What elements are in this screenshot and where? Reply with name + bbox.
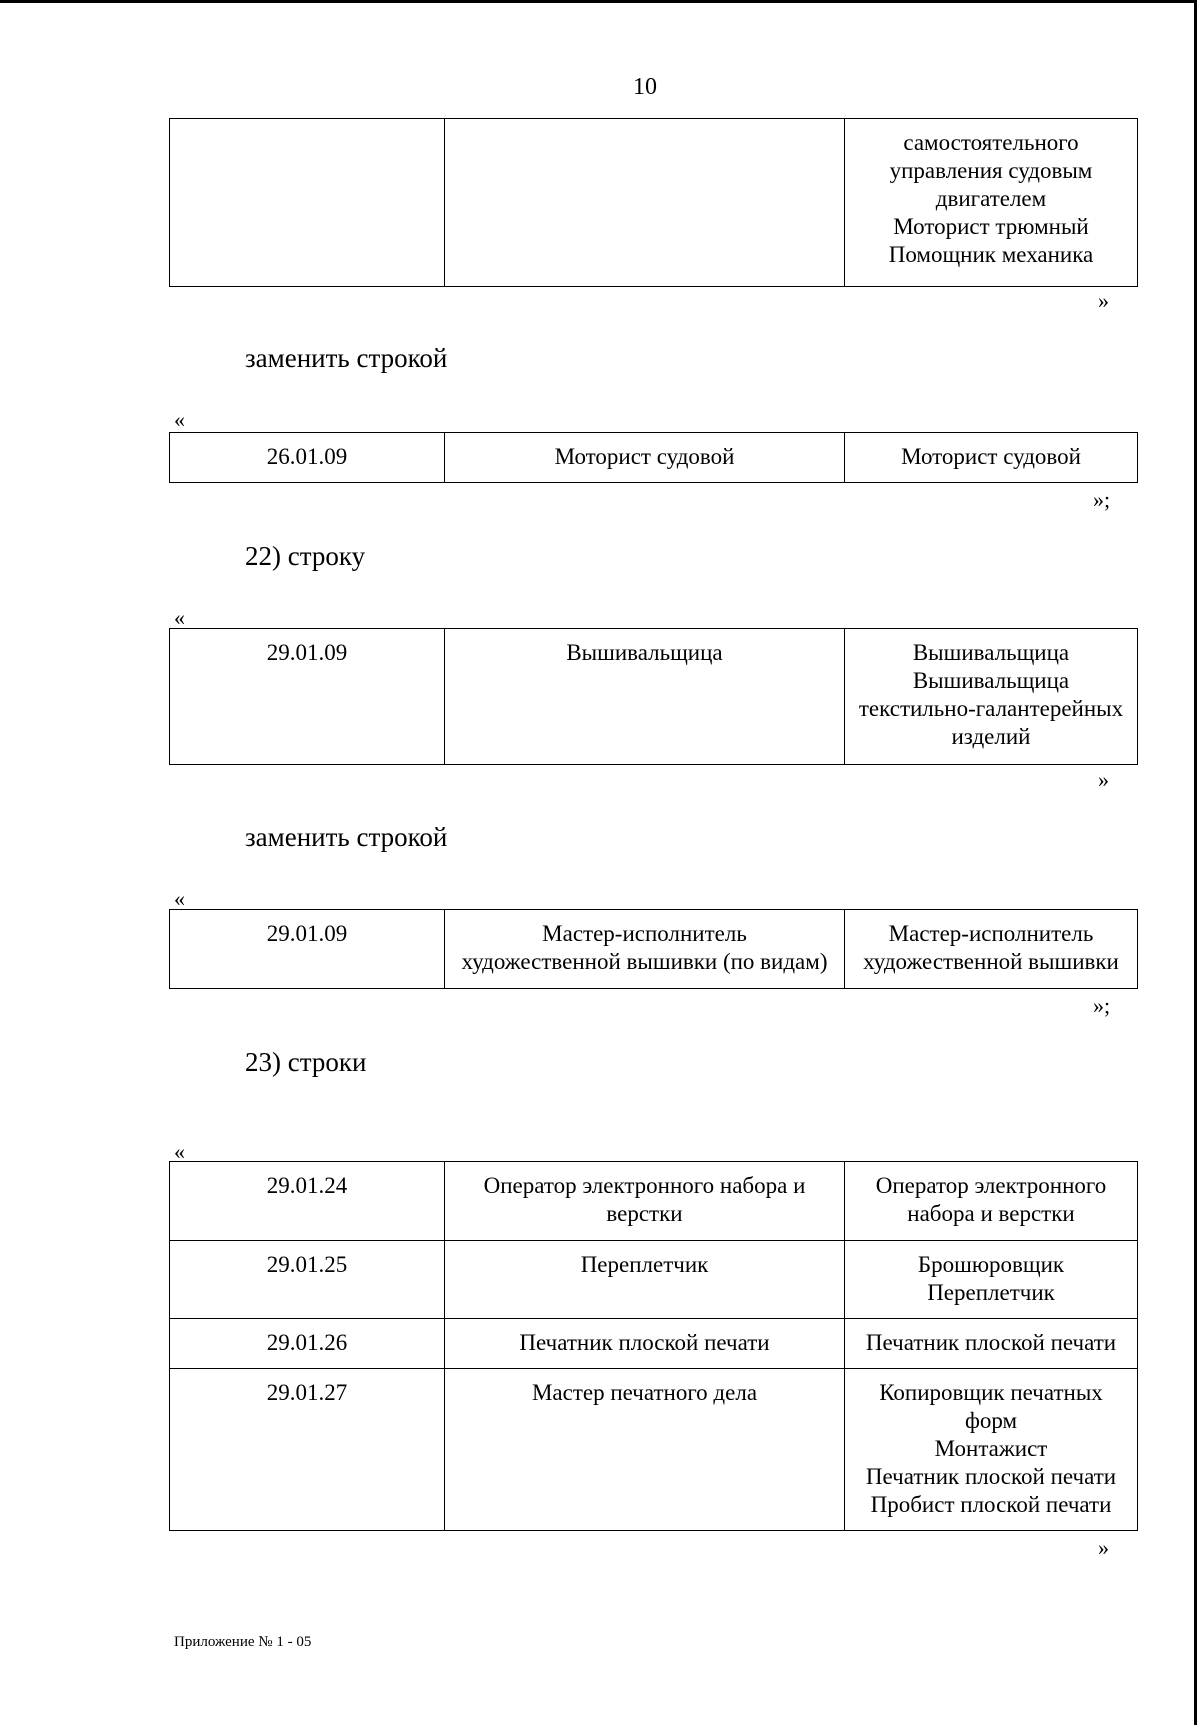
profession-cell <box>445 1319 845 1369</box>
code-cell <box>170 910 445 989</box>
code-cell <box>170 1241 445 1319</box>
qualification-cell-line: набора и верстки <box>907 1201 1075 1226</box>
table-replacement-26-01-09 <box>169 432 1138 483</box>
qualification-cell-line: художественной вышивки <box>863 949 1119 974</box>
qualification-cell-line: Вышивальщица <box>912 668 1070 693</box>
profession-cell-line: Вышивальщица <box>566 640 723 665</box>
closing-quote: »; <box>1093 993 1111 1018</box>
table-original-rows-29-01 <box>169 1161 1138 1531</box>
qualification-cell <box>845 1162 1138 1241</box>
table-row <box>170 1241 1138 1319</box>
code-text: 29.01.09 <box>266 921 348 946</box>
qualification-cell-line: Оператор электронного <box>875 1173 1107 1198</box>
table-row <box>170 629 1138 765</box>
code-cell <box>170 1369 445 1531</box>
table-row <box>170 119 1138 287</box>
qualification-cell-line: форм <box>964 1408 1018 1433</box>
closing-quote: »; <box>1093 487 1111 512</box>
profession-cell <box>445 1241 845 1319</box>
table-original-29-01-09 <box>169 628 1138 765</box>
table-row <box>170 1162 1138 1241</box>
profession-cell-line: Переплетчик <box>580 1252 709 1277</box>
code-text: 29.01.09 <box>266 640 348 665</box>
table-continuation <box>169 118 1138 287</box>
qualification-cell-line: Печатник плоской печати <box>865 1464 1117 1489</box>
qualification-cell-line: Пробист плоской печати <box>870 1492 1112 1517</box>
profession-cell-line: Оператор электронного набора и <box>483 1173 806 1198</box>
qualification-cell-line: Помощник механика <box>888 242 1094 267</box>
profession-cell-line: Мастер печатного дела <box>531 1380 758 1405</box>
qualification-cell-line: изделий <box>951 724 1031 749</box>
closing-quote: » <box>1098 1535 1109 1560</box>
opening-quote: « <box>174 407 185 432</box>
qualification-cell-line: Моторист судовой <box>901 444 1081 469</box>
profession-cell <box>445 629 845 765</box>
qualification-cell <box>845 433 1138 483</box>
profession-cell <box>445 119 845 287</box>
profession-cell <box>445 433 845 483</box>
qualification-cell-line: Вышивальщица <box>912 640 1070 665</box>
opening-quote: « <box>174 605 185 630</box>
code-cell <box>170 629 445 765</box>
qualification-cell <box>845 1369 1138 1531</box>
closing-quote: » <box>1098 288 1109 313</box>
qualification-cell <box>845 910 1138 989</box>
profession-cell-line: художественной вышивки (по видам) <box>461 949 828 974</box>
instruction-rows-23: 23) строки <box>245 1047 367 1077</box>
opening-quote: « <box>174 1139 185 1164</box>
profession-cell <box>445 1369 845 1531</box>
instruction-row-22: 22) строку <box>245 541 366 571</box>
qualification-cell-line: Переплетчик <box>927 1280 1055 1305</box>
qualification-cell <box>845 629 1138 765</box>
page-number: 10 <box>633 74 657 100</box>
qualification-cell-line: Брошюровщик <box>917 1252 1065 1277</box>
code-cell <box>170 433 445 483</box>
table-row <box>170 910 1138 989</box>
profession-cell-line: верстки <box>606 1201 683 1226</box>
profession-cell-line: Моторист судовой <box>554 444 735 469</box>
qualification-cell-line: Моторист трюмный <box>893 214 1089 239</box>
code-cell <box>170 1319 445 1369</box>
qualification-cell <box>845 1241 1138 1319</box>
qualification-cell <box>845 119 1138 287</box>
qualification-cell-line: самостоятельного <box>903 130 1079 155</box>
instruction-replace: заменить строкой <box>245 822 448 852</box>
table-row <box>170 433 1138 483</box>
profession-cell <box>445 1162 845 1241</box>
qualification-cell-line: текстильно-галантерейных <box>858 696 1124 721</box>
qualification-cell <box>845 1319 1138 1369</box>
code-cell <box>170 119 445 287</box>
code-text: 29.01.26 <box>266 1330 348 1355</box>
profession-cell <box>445 910 845 989</box>
table-row <box>170 1369 1138 1531</box>
qualification-cell-line: Мастер-исполнитель <box>888 921 1094 946</box>
code-text: 29.01.27 <box>266 1380 348 1405</box>
table-row <box>170 1319 1138 1369</box>
code-text: 29.01.24 <box>266 1173 348 1198</box>
code-cell <box>170 1162 445 1241</box>
table-replacement-29-01-09 <box>169 909 1138 989</box>
profession-cell-line: Мастер-исполнитель <box>542 921 747 946</box>
qualification-cell-line: Монтажист <box>934 1436 1048 1461</box>
footer-note: Приложение № 1 - 05 <box>174 1634 312 1650</box>
qualification-cell-line: управления судовым <box>889 158 1093 183</box>
qualification-cell-line: Копировщик печатных <box>879 1380 1103 1405</box>
closing-quote: » <box>1098 767 1109 792</box>
qualification-cell-line: двигателем <box>935 186 1047 211</box>
opening-quote: « <box>174 886 185 911</box>
profession-cell-line: Печатник плоской печати <box>519 1330 770 1355</box>
instruction-replace: заменить строкой <box>245 343 448 373</box>
code-text: 26.01.09 <box>266 444 348 469</box>
qualification-cell-line: Печатник плоской печати <box>865 1330 1117 1355</box>
code-text: 29.01.25 <box>266 1252 348 1277</box>
